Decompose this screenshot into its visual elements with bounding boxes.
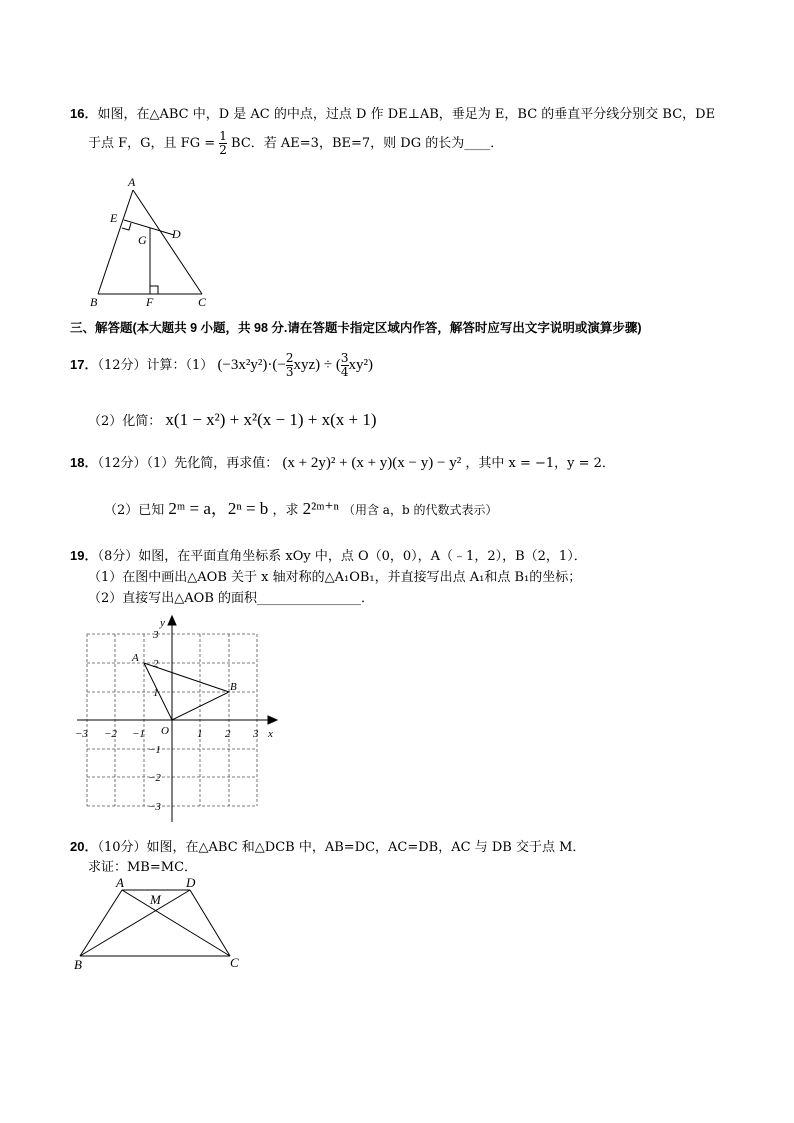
- point-A-label: A: [132, 652, 139, 664]
- q16-text-2b: BC．若 AE=3，BE=7，则 DG 的长为____．: [231, 136, 504, 151]
- q18-number: 18．: [70, 455, 98, 470]
- q18-expr3: 2²ᵐ⁺ⁿ: [302, 499, 339, 518]
- q18-line1: [70, 452, 615, 472]
- origin-label: O: [161, 725, 169, 737]
- q19-line3: （2）直接写出△AOB 的面积________________．: [88, 591, 375, 606]
- q17-frac2: $\frac{3}{4}$: [340, 351, 349, 379]
- q20-label-A: A: [116, 875, 124, 890]
- q17-expr1c: xy²): [348, 357, 374, 373]
- x-tick--3: −3: [75, 728, 88, 740]
- q16-text-1: 如图，在△ABC 中，D 是 AC 的中点，过点 D 作 DE⊥AB，垂足为 E，BC 的垂直平分线分别交 BC，DE: [97, 107, 716, 122]
- y-tick--3: −3: [148, 801, 161, 813]
- y-axis-label: y: [160, 617, 165, 629]
- q17-expr1b: xyz) ÷ (: [293, 357, 341, 373]
- q17-expr2: x(1 − x²) + x²(x − 1) + x(x + 1): [165, 410, 377, 429]
- q20-triangles-figure: [70, 874, 250, 974]
- q16-label-B: B: [90, 295, 98, 309]
- q18-note: （用含 a，b 的代数式表示）: [342, 503, 498, 517]
- q17-number: 17．: [70, 357, 98, 372]
- q18-ask: ，求: [272, 503, 299, 518]
- y-tick-3: 3: [153, 629, 159, 641]
- q18-expr2: 2ᵐ = a，2ⁿ = b: [168, 499, 269, 518]
- q18-intro: （12分）（1）先化简，再求值：: [97, 456, 279, 471]
- q16-label-C: C: [198, 295, 207, 309]
- q17-line1: [70, 352, 373, 379]
- section-3-heading: 三、解答题(本大题共 9 小题，共 98 分.请在答题卡指定区域内作答，解答时应写出文字说明或演算步骤): [70, 321, 642, 335]
- q19-coordinate-grid: [72, 612, 288, 828]
- x-tick-2: 2: [225, 728, 231, 740]
- q19-line2: （1）在图中画出△AOB 关于 x 轴对称的△A₁OB₁，并直接写出点 A₁和点 B₁的坐标；: [88, 570, 582, 585]
- q17-part2-label: （2）化简：: [88, 414, 162, 429]
- q16-label-A: A: [128, 175, 136, 189]
- q16-text-2a: 于点 F，G，且 FG =: [88, 136, 216, 151]
- point-B-label: B: [230, 681, 237, 693]
- q18-cond: ，其中 x = −1，y = 2．: [465, 456, 615, 471]
- x-tick-3: 3: [253, 728, 259, 740]
- x-tick-1: 1: [197, 728, 203, 740]
- q20-label-B: B: [74, 957, 82, 972]
- q20-text-1: （10分）如图，在△ABC 和△DCB 中，AB=DC，AC=DB，AC 与 DB 交于点 M．: [97, 840, 586, 855]
- y-tick--1: −1: [148, 744, 161, 756]
- q18-expr1: (x + 2y)² + (x + y)(x − y) − y²: [282, 455, 462, 471]
- q18-line2: [104, 494, 497, 519]
- q19-text-1: （8分）如图，在平面直角坐标系 xOy 中，点 O（0，0），A（﹣1，2），B（2，1）．: [97, 549, 587, 564]
- y-tick-2: 2: [153, 658, 159, 670]
- q16-triangle-figure: [86, 172, 216, 312]
- x-axis-label: x: [268, 728, 273, 740]
- q16-line1: [70, 103, 715, 122]
- q20-number: 20．: [70, 839, 98, 854]
- q17-intro: （12分）计算：（1）: [97, 358, 214, 373]
- q16-line2: [88, 130, 503, 157]
- q16-number: 16．: [70, 106, 98, 121]
- q20-label-M: M: [150, 892, 161, 907]
- y-tick-1: 1: [153, 687, 159, 699]
- q17-line2: [88, 410, 377, 430]
- q20-line1: [70, 836, 585, 855]
- q20-label-C: C: [230, 955, 239, 970]
- q16-label-G: G: [138, 233, 147, 247]
- q20-line2: 求证：MB=MC．: [88, 860, 198, 875]
- y-tick--2: −2: [148, 772, 161, 784]
- q19-line1: [70, 545, 587, 564]
- q17-expr1a: (−3x²y²)·(−: [217, 357, 286, 373]
- q18-part2-label: （2）已知: [104, 503, 165, 518]
- q16-label-E: E: [110, 211, 118, 225]
- q16-label-F: F: [146, 295, 154, 309]
- q20-label-D: D: [186, 875, 196, 890]
- x-tick--2: −2: [104, 728, 117, 740]
- q16-label-D: D: [172, 227, 181, 241]
- q19-number: 19．: [70, 548, 98, 563]
- x-tick--1: −1: [132, 728, 145, 740]
- q16-fraction: $\frac{1}{2}$: [219, 129, 227, 157]
- q17-frac1: $\frac{2}{3}$: [285, 351, 294, 379]
